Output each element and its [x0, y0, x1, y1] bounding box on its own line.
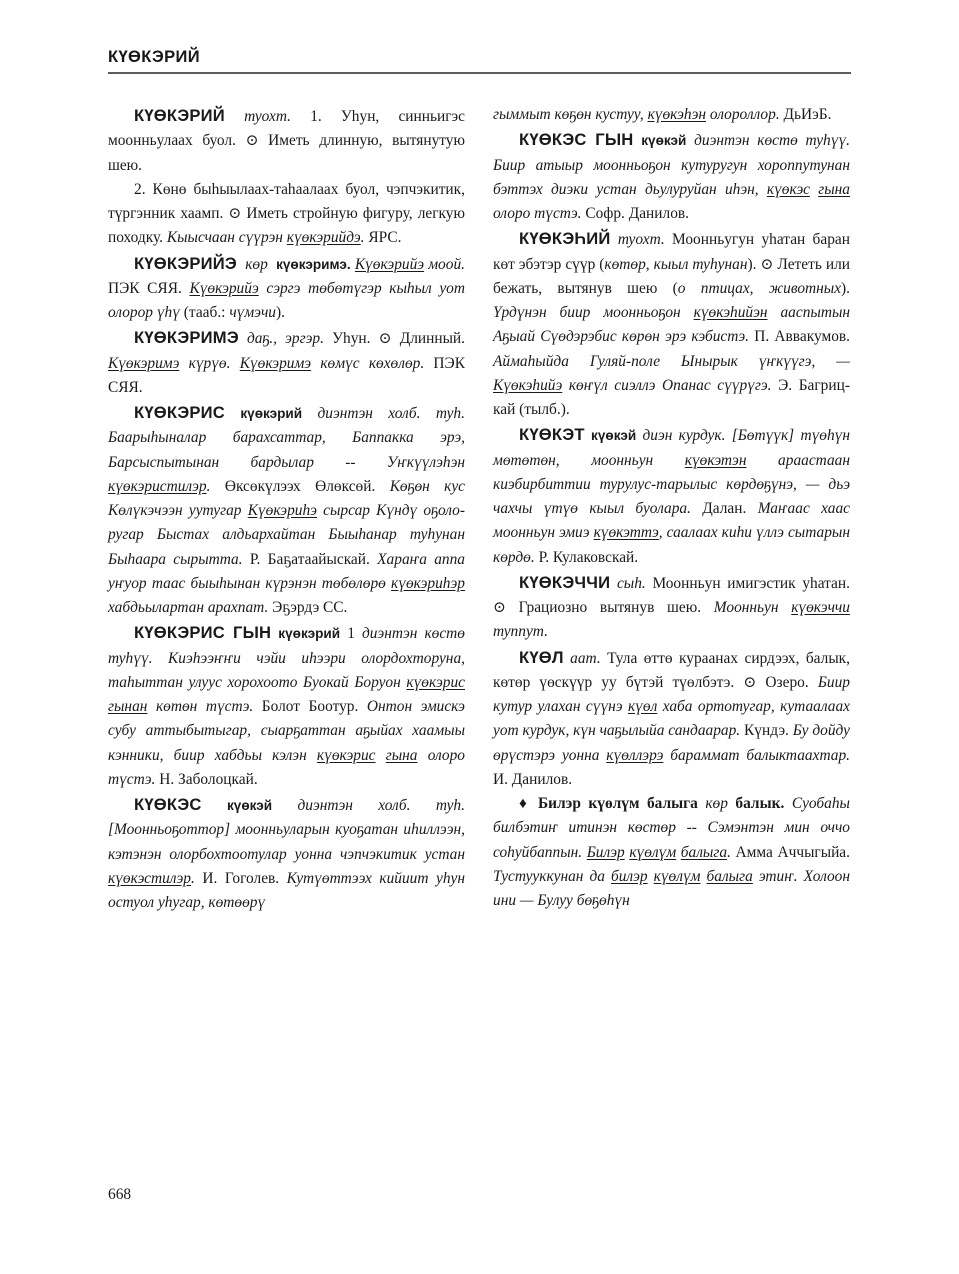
page-number: 668 — [108, 1186, 132, 1203]
citation-keyword: гына — [818, 180, 850, 198]
source-abbr: Далан. — [702, 500, 747, 517]
xref-target[interactable]: балык. — [735, 795, 785, 812]
sense-2-text: 2. Көнө быһыылаах-таһаалаах буол, чэпчэкитик, түргэнник хаамп. ⊙ Иметь стройную фигуру, легкую походку. — [108, 180, 465, 247]
headword: КҮӨКЭЧЧИ — [519, 572, 611, 592]
source-abbr: ЯРС. — [368, 229, 402, 247]
dictionary-entry — [493, 570, 850, 645]
dictionary-entry — [108, 325, 465, 400]
citation-keyword: Күөкэриһэ — [247, 502, 317, 519]
grammar-label: туохт. — [617, 231, 665, 249]
dictionary-entry — [493, 127, 850, 226]
citation-keyword: күөкэрис — [316, 746, 376, 764]
citation-keyword: күөл — [627, 698, 658, 715]
diamond-icon: ♦ — [519, 795, 531, 812]
citation-keyword: күөкэс — [766, 180, 810, 198]
citation-keyword: билэр — [610, 867, 648, 885]
grammar-label: диэн курдук. — [642, 427, 726, 445]
definition-russian: ⊙ Озеро. — [743, 673, 809, 691]
source-abbr: И. Гоголев. — [202, 869, 280, 887]
source-abbr: Болот Боотур. — [261, 698, 359, 715]
headword: КҮӨКЭРИЙ — [134, 106, 225, 125]
dictionary-entry — [493, 645, 850, 793]
citation: Күөкэрийэ моой. — [354, 255, 465, 273]
citation: Моонньун күөкэччи туппут. — [493, 599, 850, 641]
citation-keyword: Күөкэрийэ — [189, 279, 259, 297]
definition-sakha: Моонньугун уһатан баран көт эбэтэр сүүр (көтөр, кыыл туһунан). — [493, 231, 850, 273]
grammar-label: сыһ. — [616, 574, 646, 592]
citation: Кыысчаан сүүрэн күөкэрийдэ. — [166, 229, 365, 247]
citation-keyword: Күөкэрийэ — [354, 255, 425, 273]
citation: Биир атыыр моонньоҕон кутуругун хороппутунан бэттэх диэки устан дьулуруйан иһэн, күөкэс гына олоро түстэ. — [493, 156, 850, 222]
source-abbr: Р. Баҕатаайыскай. — [249, 550, 370, 568]
citation-keyword: күөкэрийдэ — [286, 229, 361, 247]
citation: Киэһээҥҥи чэйи иһээри олордохторуна, таһыттан улуус хорохоото Буокай Боруон күөкэрис гынан көтөн түстэ. — [108, 649, 465, 715]
citation: Үрдүнэн биир моонньоҕон күөкэһийэн ааспытын Аҕыай Сүөдэрэбис көрөн эрэ кэбистэ. — [493, 304, 850, 346]
column-container — [108, 103, 851, 1178]
definition-russian: ⊙ Грациозно вытянув шею. — [493, 599, 702, 616]
headword: КҮӨКЭРИС — [134, 403, 225, 422]
definition-sakha: Тула өттө кураанах сирдээх, балык, көтөр үөскүүр уу бүтэй түөлбэтэ. — [493, 649, 850, 691]
derived-from[interactable]: күөкэй — [591, 428, 637, 444]
dictionary-sense — [108, 178, 465, 251]
citation-keyword: Билэр — [586, 843, 625, 861]
phrase-headword: Билэр күөлүм балыга — [538, 795, 698, 812]
citation-keyword: күөкэһийэн — [693, 304, 768, 321]
citation: гыммыт көҕөн кустуу, күөкэһэн олороллор. — [493, 106, 780, 123]
citation: Бу дойду өрүстэрэ уонна күөллэрэ бараммат балыктаахтар. — [493, 722, 850, 764]
headword: КҮӨЛ — [519, 647, 564, 667]
citation: Баарыһыналар барахсаттар, Баппакка эрэ, Барсыспытынан бардылар -- Уҥкүүлэһэн күөкэристилэр. — [108, 429, 465, 495]
entry-continuation — [493, 103, 850, 127]
xref-label: көр — [705, 795, 728, 812]
citation-keyword: күөкэристилэр — [108, 477, 207, 495]
source-abbr: Э. Багрицкай (тылб.). — [493, 376, 850, 418]
citation: [Моонньоҕоттор] моонньуларын куоҕатан иһиллээн, кэтэнэн олорбохтоотулар уонна чэпчэкитик устан күөкэстилэр. — [108, 821, 465, 887]
headword: КҮӨКЭТ — [519, 425, 585, 445]
source-abbr: И. Данилов. — [493, 770, 573, 788]
citation: Күөкэримэ көмүс көхөлөр. — [239, 354, 425, 372]
dictionary-subentry — [493, 792, 850, 913]
citation: Онтон эмискэ субу аттыбытыгар, сыарҕаттан аҕыйах хаамыы кэнники, биир хабдьы кэлэн күөкэрис гына олоро түстэ. — [108, 698, 465, 788]
citation-keyword: күөлүм — [629, 843, 677, 861]
running-head-rule — [108, 72, 851, 74]
grammar-label: диэнтэн холб. туһ. — [317, 405, 465, 422]
left-column — [108, 103, 465, 1178]
headword: КҮӨКЭРИЙЭ — [134, 253, 237, 273]
right-column — [493, 103, 850, 1178]
citation: Тустууккунан да билэр күөлүм балыга этиҥ. Холоон ини — Булуу бөҕөһүн — [493, 867, 850, 909]
source-abbr: Өксөкүлээх Өлөксөй. — [224, 477, 376, 495]
source-abbr: ПЭК СЯЯ. — [108, 279, 182, 297]
derived-from[interactable]: күөкэй — [226, 798, 273, 813]
source-abbr: Эҕэрдэ СС. — [272, 599, 348, 616]
xref-label: көр — [245, 255, 268, 273]
citation: Хараҥа аппа уҥуор таас быыһынан күрэнэн төбөлөрө күөкэриһэр хабдьылартан арахпат. — [108, 550, 465, 616]
citation-keyword: күөкэччи — [791, 599, 850, 616]
dictionary-entry — [108, 792, 465, 915]
source-abbr: Амма Аччыгыйа. — [735, 843, 850, 861]
headword: КҮӨКЭРИМЭ — [134, 328, 239, 348]
grammar-label: диэнтэн холб. туһ. — [297, 797, 465, 814]
grammar-label: диэнтэн көстө туһүү. — [108, 625, 465, 667]
citation-keyword: күөкэрис — [406, 673, 465, 691]
citation-keyword: гынан — [108, 698, 148, 715]
citation: Маҥаас хаас моонньун эмиэ күөкэттэ, саалаах киһи үллэ сытарын көрдө. — [493, 500, 850, 566]
dictionary-entry — [108, 103, 465, 178]
source-abbr: Р. Кулаковскай. — [538, 548, 639, 566]
dictionary-entry — [493, 226, 850, 422]
citation: Аймаһыйда Гуляй-поле Ынырык үҥкүүгэ, — Күөкэһийэ көҥүл сиэллэ Опанас сүүрүгэ. — [493, 352, 850, 394]
headword: КҮӨКЭРИС ГЫН — [134, 623, 272, 643]
derived-from[interactable]: күөкэрий — [278, 626, 341, 642]
running-head-title: КҮӨКЭРИЙ — [108, 48, 201, 66]
citation: Күөкэримэ күрүө. — [108, 354, 231, 372]
citation-keyword: күөллэрэ — [606, 746, 664, 764]
source-abbr: ПЭК СЯЯ. — [108, 354, 465, 396]
dictionary-entry — [108, 400, 465, 620]
citation-keyword: Күөкэһийэ — [493, 376, 563, 394]
dictionary-entry — [493, 422, 850, 570]
derived-from[interactable]: күөкэрий — [240, 406, 303, 421]
grammar-label: аат. — [570, 649, 601, 667]
definition-russian: ⊙ Лететь или бежать, вытянув шею (о птицах, животных). — [493, 255, 851, 297]
definition-russian: ⊙ Длинный. — [378, 330, 466, 348]
gloss-paren: (тааб.: чүмэчи). — [183, 304, 285, 321]
citation-keyword: гына — [385, 746, 418, 764]
citation-keyword: күөлүм — [653, 867, 701, 885]
source-abbr: Н. Заболоцкай. — [159, 770, 258, 788]
xref-target[interactable]: күөкэримэ. — [276, 256, 351, 272]
citation: Кутүөттээх кийиит уһун остуол уһугар, көтөөрү — [108, 869, 465, 911]
grammar-label: даҕ., эргэр. — [246, 330, 324, 348]
dictionary-entry — [108, 620, 465, 792]
definition-sakha: Моонньун имигэстик уһатан. — [652, 574, 850, 592]
source-abbr: ДьИэБ. — [783, 106, 832, 123]
citation: Көҕөн кус Көлүкэчээн уутугар Күөкэриһэ сырсар Күндү оҕолоругар Быстах алдьархайтан Быыһанар туһунан Быһаара сырытта. — [108, 477, 466, 568]
citation-keyword: балыга — [680, 843, 728, 861]
running-head — [108, 48, 851, 74]
citation-keyword: Күөкэримэ — [239, 354, 312, 372]
citation: Суобаһы билбэтиҥ итинэн көстөр -- Сэмэнтэн мин оччо соһуйбаппын. — [493, 795, 850, 861]
headword: КҮӨКЭС ГЫН — [519, 130, 634, 150]
grammar-label: диэнтэн көстө туһүү. — [694, 132, 850, 150]
citation-keyword: Күөкэримэ — [108, 354, 180, 372]
citation: Биир кутур улахан сүүнэ күөл хаба ортотугар, кутаалаах уот курдук, күн чаҕылыйа сандаарар. — [493, 673, 850, 740]
citation-keyword: балыга — [706, 867, 753, 885]
derived-from[interactable]: күөкэй — [641, 133, 687, 149]
source-abbr: П. Аввакумов. — [754, 328, 850, 346]
headword: КҮӨКЭҺИЙ — [519, 229, 611, 249]
citation-keyword: күөкэттэ — [593, 524, 659, 542]
citation: Күөкэрийэ сэргэ төбөтүгэр кыһыл уот олорор үһү — [108, 279, 465, 321]
definition-sakha: Уһун. — [332, 330, 371, 348]
sense-number: 1 — [347, 625, 355, 643]
dictionary-entry — [108, 251, 465, 326]
headword: КҮӨКЭС — [134, 795, 202, 814]
citation-keyword: күөкэстилэр — [108, 869, 192, 887]
sense-1-text: 1. Уһун, синньигэс моонньулаах буол. ⊙ Иметь длинную, вытянутую шею. — [108, 108, 465, 174]
citation-keyword: күөкэриһэр — [391, 574, 465, 592]
citation: [Бөтүүк] түөһүн мөтөтөн, моонньун күөкэтэн араастаан киэбирбиттии турулус-тарылыс көрдөҕүнэ, — дьэ чахчы үтүө кыыл буолара. — [493, 427, 850, 517]
citation-keyword: күөкэһэн — [647, 106, 707, 123]
citation-keyword: күөкэтэн — [684, 451, 747, 469]
source-abbr: Күндэ. — [744, 722, 789, 740]
citation: Билэр күөлүм балыга. — [586, 843, 731, 861]
grammar-label: туохт. — [244, 108, 292, 125]
source-abbr: Софр. Данилов. — [585, 205, 690, 222]
